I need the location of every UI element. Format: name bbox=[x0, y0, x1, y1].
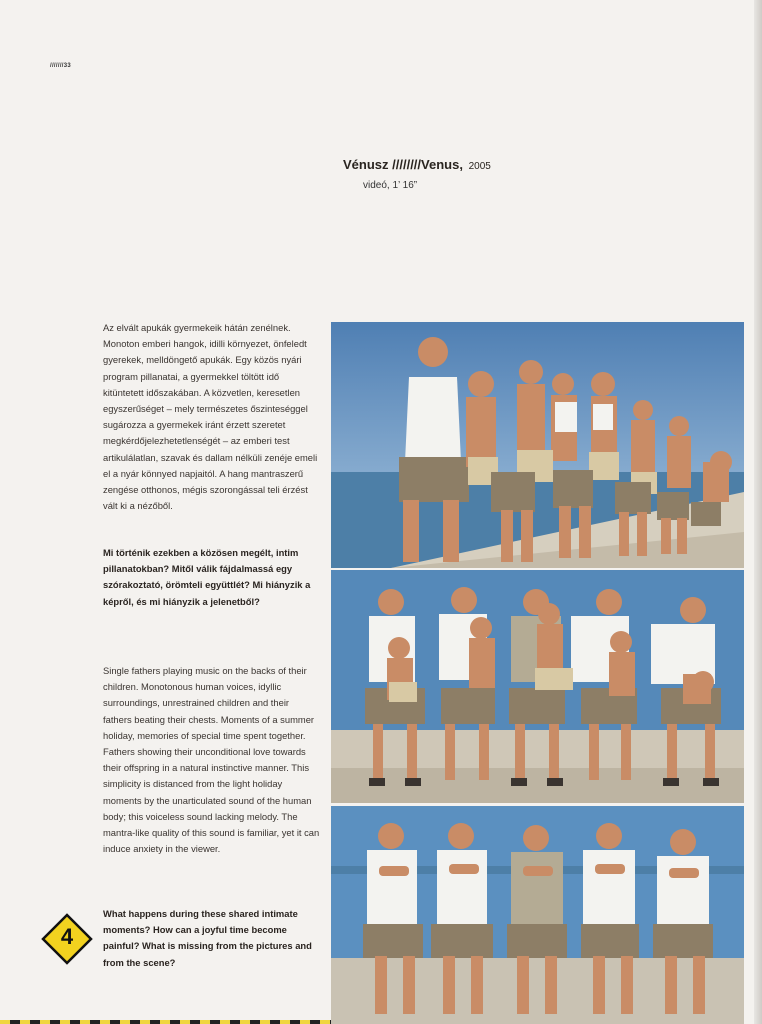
english-questions bbox=[103, 906, 320, 971]
video-still-3 bbox=[331, 806, 744, 1024]
title-english: Venus, bbox=[421, 157, 463, 172]
artwork-medium-duration: videó, 1’ 16” bbox=[363, 180, 418, 191]
title-hungarian: Vénusz bbox=[343, 157, 389, 172]
artwork-year: 2005 bbox=[468, 161, 491, 172]
hungarian-description bbox=[103, 320, 320, 514]
page-number: ///////33 bbox=[50, 63, 72, 69]
hungarian-questions bbox=[103, 545, 320, 610]
artwork-title bbox=[343, 157, 491, 172]
hungarian-question-text: Mi történik ezekben a közösen megélt, intim pillanatokban? Mitől válik fájdalmassá egy szórakoztató, örömteli együttlét? Mi hiányzik a képről, és mi hiányzik a jelenetből? bbox=[103, 547, 311, 607]
badge-number: 4 bbox=[60, 924, 74, 949]
title-block bbox=[343, 157, 491, 191]
section-badge bbox=[41, 913, 93, 965]
english-body-text: Single fathers playing music on the backs of their children. Monotonous human voices, idyllic surroundings, unrestrained children and their fathers beating their chests. Moments of a summer holiday, memories of special time spent together. Fathers showing their unconditional love towards their offspring in a natural instinctive manner. This simplicity is distanced from the light holiday moments by the unarticulated sound of the human body; this voiceless sound lacking melody. The mantra-like quality of this sound is familiar, yet it can induce anxiety in the viewer. bbox=[103, 665, 320, 855]
page-edge bbox=[754, 0, 762, 1024]
english-description bbox=[103, 663, 320, 857]
english-question-text: What happens during these shared intimate moments? How can a joyful time become painful? What is missing from the pictures and from the scene? bbox=[103, 908, 312, 968]
title-separator: //////// bbox=[392, 157, 422, 172]
hungarian-body-text: Az elvált apukák gyermekeik hátán zenélnek. Monoton emberi hangok, idilli környezet, önfeledt gyerekek, melldöngető apukák. Egy közös nyári program pillanatai, a gyermekkel töltött idő kitüntetett időszakában. A közvetlen, keresetlen egyszerűséget – mely természetes őszinteséggel sugározza a gyermekek iránt érzett szeretet megkérdőjelezhetetlenségét – az emberi test artikulálatlan, szavak és dallam nélküli zenéje emeli el a nyár könnyed napjaitól. A hang mantraszerű zengése otthonos, mégis szorongással teli érzést vált ki a nézőből. bbox=[103, 322, 318, 512]
video-still-2 bbox=[331, 570, 744, 803]
video-still-1 bbox=[331, 322, 744, 568]
bottom-hazard-strip bbox=[0, 1020, 340, 1024]
